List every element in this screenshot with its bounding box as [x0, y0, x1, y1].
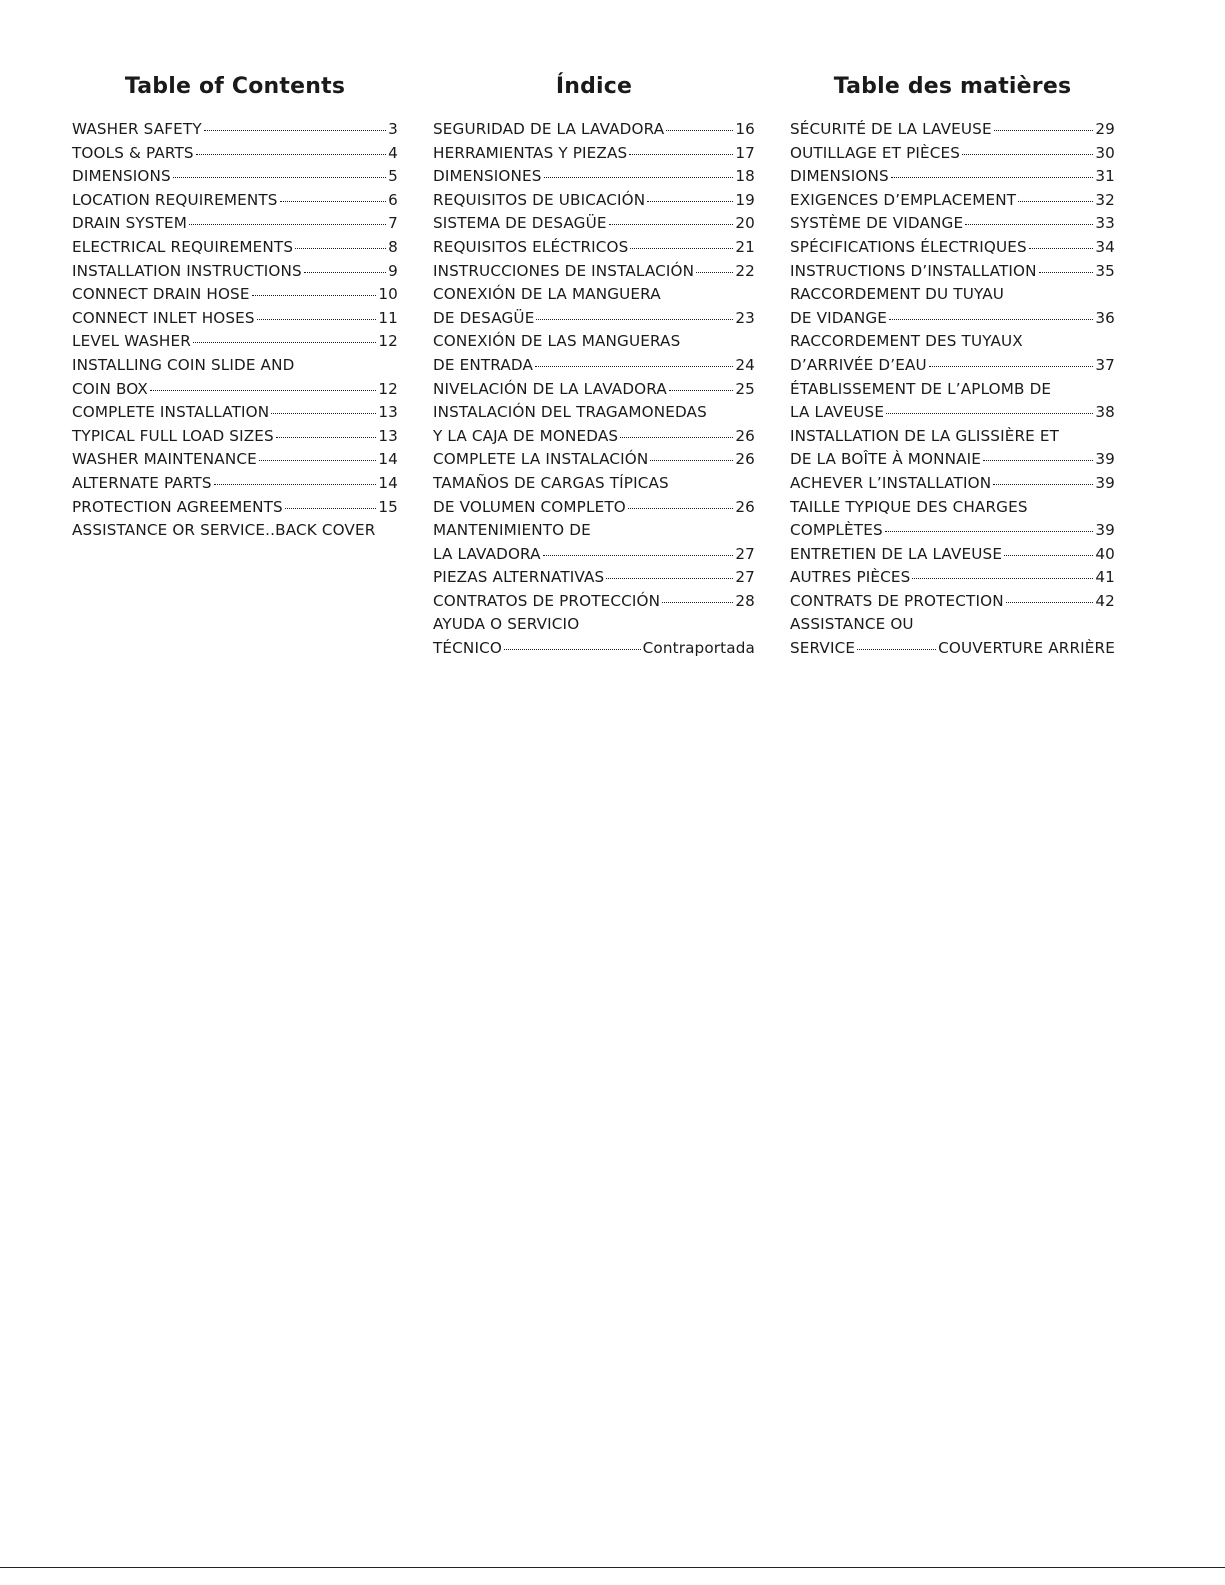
toc-entry [72, 519, 398, 543]
toc-entry-title: COMPLETE INSTALLATION [72, 403, 270, 422]
toc-entry-page: 29 [1095, 120, 1115, 138]
dot-leader [193, 341, 376, 343]
toc-entry [790, 260, 1115, 284]
toc-entry-title: DIMENSIONES [433, 167, 542, 186]
dot-leader [647, 200, 733, 202]
toc-entry-title: INSTALLING COIN SLIDE AND [72, 355, 295, 374]
toc-entry-title: WASHER SAFETY [72, 120, 202, 138]
toc-entry [790, 165, 1115, 189]
dot-leader [994, 129, 1094, 131]
dot-leader [276, 436, 377, 438]
dot-leader [696, 271, 733, 273]
toc-entry-page: 10 [378, 285, 398, 304]
toc-entry-title: TAILLE TYPIQUE DES CHARGES [790, 497, 1028, 516]
toc-entry-title: LOCATION REQUIREMENTS [72, 190, 278, 209]
toc-entry-title: LEVEL WASHER [72, 332, 191, 351]
toc-entry [790, 472, 1115, 496]
dot-leader [204, 129, 386, 131]
toc-entry [433, 142, 755, 166]
dot-leader [1004, 554, 1093, 556]
toc-entry-title: INSTALACIÓN DEL TRAGAMONEDAS [433, 403, 707, 422]
toc-entry-title: SERVICE [790, 639, 856, 658]
toc-entry-title: REQUISITOS DE UBICACIÓN [433, 190, 646, 209]
toc-entry-page: 21 [735, 237, 755, 256]
toc-entry-title: PROTECTION AGREEMENTS [72, 497, 283, 516]
toc-entry [790, 354, 1115, 378]
dot-leader [993, 483, 1093, 485]
toc-entry-title: ELECTRICAL REQUIREMENTS [72, 237, 294, 256]
toc-entry [72, 283, 398, 307]
dot-leader [295, 247, 386, 249]
toc-list-french [790, 118, 1115, 661]
toc-entry-page: 36 [1095, 308, 1115, 327]
toc-entry [790, 590, 1115, 614]
toc-entry-page: 32 [1095, 190, 1115, 209]
toc-entry [72, 330, 398, 354]
toc-entry [72, 142, 398, 166]
toc-entry-page: 11 [378, 308, 398, 327]
toc-entry-page: 5 [388, 167, 398, 186]
toc-entry-page: 12 [378, 332, 398, 351]
toc-entry-title: PIEZAS ALTERNATIVAS [433, 568, 605, 587]
toc-list-english [72, 118, 398, 543]
toc-entry [790, 212, 1115, 236]
toc-entry-page: 40 [1095, 544, 1115, 563]
dot-leader [629, 153, 733, 155]
toc-entry-title: INSTALLATION DE LA GLISSIÈRE ET [790, 426, 1060, 445]
toc-entry [790, 448, 1115, 472]
toc-entry-title: TOOLS & PARTS [72, 143, 194, 162]
toc-list-spanish [433, 118, 755, 661]
toc-entry-page: 39 [1095, 450, 1115, 469]
toc-entry-title: SÉCURITÉ DE LA LAVEUSE [790, 120, 992, 138]
toc-entry-title: DIMENSIONS [72, 167, 171, 186]
toc-entry-page: 13 [378, 426, 398, 445]
toc-entry-title: INSTALLATION INSTRUCTIONS [72, 261, 302, 280]
toc-entry-page: 39 [1095, 473, 1115, 492]
dot-leader [257, 318, 377, 320]
toc-entry-title: CONEXIÓN DE LAS MANGUERAS [433, 332, 681, 351]
toc-entry-title: OUTILLAGE ET PIÈCES [790, 143, 961, 162]
toc-entry [433, 637, 755, 661]
toc-entry-title: D’ARRIVÉE D’EAU [790, 355, 927, 374]
toc-entry [433, 590, 755, 614]
toc-entry-title: WASHER MAINTENANCE [72, 450, 257, 469]
toc-entry-title: CONNECT DRAIN HOSE [72, 285, 250, 304]
toc-entry-title: REQUISITOS ELÉCTRICOS [433, 237, 629, 256]
toc-entry-title: MANTENIMIENTO DE [433, 521, 591, 540]
toc-entry-title: EXIGENCES D’EMPLACEMENT [790, 190, 1017, 209]
toc-entry-page: 19 [735, 190, 755, 209]
toc-entry-title: RACCORDEMENT DU TUYAU [790, 285, 1005, 304]
dot-leader [650, 459, 733, 461]
toc-entry-page: 30 [1095, 143, 1115, 162]
dot-leader [965, 223, 1093, 225]
dot-leader [669, 389, 733, 391]
toc-entry [433, 613, 755, 637]
dot-leader [304, 271, 386, 273]
toc-entry-title: SISTEMA DE DESAGÜE [433, 214, 607, 233]
dot-leader [189, 223, 386, 225]
dot-leader [1018, 200, 1093, 202]
toc-entry-title: DIMENSIONS [790, 167, 889, 186]
dot-leader [630, 247, 733, 249]
toc-entry-page: 12 [378, 379, 398, 398]
dot-leader [666, 129, 733, 131]
dot-leader [912, 577, 1093, 579]
toc-entry [433, 260, 755, 284]
toc-entry [72, 236, 398, 260]
dot-leader [252, 294, 377, 296]
toc-entry [72, 448, 398, 472]
toc-entry [433, 236, 755, 260]
page-bottom-rule [0, 1567, 1225, 1568]
toc-entry-page: 41 [1095, 568, 1115, 587]
toc-entry-title: LA LAVADORA [433, 544, 541, 563]
toc-entry-page: 23 [735, 308, 755, 327]
toc-entry-page: Contraportada [642, 639, 755, 658]
toc-entry-page: 28 [735, 591, 755, 610]
toc-entry [790, 613, 1115, 637]
toc-entry [433, 472, 755, 496]
toc-entry-page: 9 [388, 261, 398, 280]
toc-entry [72, 118, 398, 142]
toc-entry [433, 496, 755, 520]
toc-entry [433, 189, 755, 213]
toc-entry [433, 212, 755, 236]
toc-entry-title: ÉTABLISSEMENT DE L’APLOMB DE [790, 379, 1052, 398]
toc-entry-page: 24 [735, 355, 755, 374]
toc-entry [433, 330, 755, 354]
toc-entry-title: CONTRATOS DE PROTECCIÓN [433, 591, 661, 610]
toc-entry [790, 307, 1115, 331]
toc-entry-title: NIVELACIÓN DE LA LAVADORA [433, 379, 667, 398]
dot-leader [285, 507, 377, 509]
dot-leader [173, 176, 386, 178]
toc-entry [72, 425, 398, 449]
dot-leader [606, 577, 733, 579]
toc-entry-title: DE ENTRADA [433, 355, 533, 374]
dot-leader [280, 200, 387, 202]
dot-leader [535, 365, 733, 367]
toc-entry-page: 14 [378, 473, 398, 492]
toc-entry [790, 378, 1115, 402]
dot-leader [271, 412, 376, 414]
dot-leader [662, 601, 733, 603]
toc-entry [790, 519, 1115, 543]
dot-leader [983, 459, 1093, 461]
dot-leader [150, 389, 376, 391]
toc-entry-page: 8 [388, 237, 398, 256]
toc-entry-title: SYSTÈME DE VIDANGE [790, 214, 964, 233]
dot-leader [544, 176, 734, 178]
toc-entry [790, 330, 1115, 354]
toc-entry-title: HERRAMIENTAS Y PIEZAS [433, 143, 628, 162]
toc-entry-page: 7 [388, 214, 398, 233]
toc-entry-title: TÉCNICO [433, 639, 502, 658]
dot-leader [196, 153, 386, 155]
toc-entry-page: 18 [735, 167, 755, 186]
toc-entry [790, 637, 1115, 661]
dot-leader [214, 483, 377, 485]
dot-leader [609, 223, 734, 225]
toc-title-english: Table of Contents [124, 74, 346, 99]
dot-leader [628, 507, 733, 509]
toc-entry-title: RACCORDEMENT DES TUYAUX [790, 332, 1023, 351]
dot-leader [504, 648, 641, 650]
toc-entry [72, 260, 398, 284]
toc-entry [72, 472, 398, 496]
toc-entry [433, 165, 755, 189]
toc-entry [790, 496, 1115, 520]
toc-entry [790, 401, 1115, 425]
toc-entry [72, 307, 398, 331]
toc-entry-title: INSTRUCCIONES DE INSTALACIÓN [433, 261, 695, 280]
dot-leader [889, 318, 1093, 320]
toc-entry [790, 236, 1115, 260]
toc-entry-page: 26 [735, 497, 755, 516]
toc-entry-page: 13 [378, 403, 398, 422]
toc-entry [790, 118, 1115, 142]
toc-entry-page: 34 [1095, 237, 1115, 256]
toc-entry-page: 42 [1095, 591, 1115, 610]
toc-entry-page: 17 [735, 143, 755, 162]
toc-entry-title: ENTRETIEN DE LA LAVEUSE [790, 544, 1003, 563]
toc-entry-title: ASSISTANCE OU [790, 615, 914, 634]
toc-entry-page: 38 [1095, 403, 1115, 422]
dot-leader [857, 648, 936, 650]
toc-entry [433, 283, 755, 307]
toc-entry [433, 118, 755, 142]
toc-entry [72, 496, 398, 520]
toc-entry-title: DE VIDANGE [790, 308, 888, 327]
toc-entry-title: ASSISTANCE OR SERVICE..BACK COVER [72, 521, 376, 540]
toc-entry [433, 307, 755, 331]
toc-entry-title: COIN BOX [72, 379, 148, 398]
toc-entry-page: 22 [735, 261, 755, 280]
toc-entry-title: DE VOLUMEN COMPLETO [433, 497, 626, 516]
toc-entry-page: 31 [1095, 167, 1115, 186]
toc-entry [790, 142, 1115, 166]
dot-leader [536, 318, 733, 320]
toc-entry [72, 189, 398, 213]
toc-entry [433, 401, 755, 425]
toc-entry-page: 20 [735, 214, 755, 233]
dot-leader [259, 459, 377, 461]
toc-entry [433, 354, 755, 378]
toc-entry [790, 543, 1115, 567]
toc-entry-title: ACHEVER L’INSTALLATION [790, 473, 992, 492]
toc-entry [790, 283, 1115, 307]
toc-entry-page: 27 [735, 544, 755, 563]
dot-leader [543, 554, 734, 556]
toc-entry [790, 425, 1115, 449]
toc-entry [72, 212, 398, 236]
toc-entry-page: 27 [735, 568, 755, 587]
toc-entry-title: Y LA CAJA DE MONEDAS [433, 426, 619, 445]
toc-entry-title: LA LAVEUSE [790, 403, 885, 422]
toc-entry-title: DE DESAGÜE [433, 308, 535, 327]
toc-entry-page: 14 [378, 450, 398, 469]
toc-entry-page: 26 [735, 450, 755, 469]
toc-entry-page: 26 [735, 426, 755, 445]
toc-entry [433, 448, 755, 472]
toc-entry [790, 566, 1115, 590]
dot-leader [886, 412, 1093, 414]
toc-entry-title: INSTRUCTIONS D’INSTALLATION [790, 261, 1037, 280]
toc-entry-page: 33 [1095, 214, 1115, 233]
toc-entry [433, 566, 755, 590]
toc-entry [72, 401, 398, 425]
toc-entry-title: COMPLÈTES [790, 521, 883, 540]
toc-entry [433, 378, 755, 402]
toc-entry [72, 354, 398, 378]
toc-entry-page: 6 [388, 190, 398, 209]
toc-entry-page: 16 [735, 120, 755, 138]
toc-entry-title: SPÉCIFICATIONS ÉLECTRIQUES [790, 237, 1027, 256]
toc-entry-title: AYUDA O SERVICIO [433, 615, 580, 634]
toc-entry-page: 4 [388, 143, 398, 162]
toc-entry-title: TYPICAL FULL LOAD SIZES [72, 426, 274, 445]
toc-entry-page: 25 [735, 379, 755, 398]
toc-entry-title: TAMAÑOS DE CARGAS TÍPICAS [433, 473, 669, 492]
toc-entry [72, 165, 398, 189]
toc-entry-page: 39 [1095, 521, 1115, 540]
toc-entry-title: DE LA BOÎTE À MONNAIE [790, 450, 982, 469]
toc-entry [72, 378, 398, 402]
toc-entry-title: DRAIN SYSTEM [72, 214, 188, 233]
toc-entry-title: CONNECT INLET HOSES [72, 308, 255, 327]
toc-entry-title: AUTRES PIÈCES [790, 568, 911, 587]
toc-entry-page: 15 [378, 497, 398, 516]
toc-entry-title: COMPLETE LA INSTALACIÓN [433, 450, 649, 469]
toc-entry [790, 189, 1115, 213]
toc-entry-page: 3 [388, 120, 398, 138]
toc-entry [433, 543, 755, 567]
dot-leader [620, 436, 733, 438]
toc-entry-title: ALTERNATE PARTS [72, 473, 212, 492]
toc-entry [433, 425, 755, 449]
dot-leader [962, 153, 1093, 155]
toc-title-french: Table des matières [833, 74, 1072, 99]
toc-title-spanish: Índice [555, 74, 633, 99]
toc-entry-title: CONEXIÓN DE LA MANGUERA [433, 285, 661, 304]
dot-leader [891, 176, 1094, 178]
dot-leader [1039, 271, 1094, 273]
toc-entry-page: 37 [1095, 355, 1115, 374]
dot-leader [1029, 247, 1094, 249]
toc-entry-title: SEGURIDAD DE LA LAVADORA [433, 120, 665, 138]
toc-entry-page: COUVERTURE ARRIÈRE [938, 639, 1115, 658]
toc-entry [433, 519, 755, 543]
dot-leader [885, 530, 1094, 532]
toc-entry-page: 35 [1095, 261, 1115, 280]
dot-leader [929, 365, 1094, 367]
dot-leader [1006, 601, 1094, 603]
toc-entry-title: CONTRATS DE PROTECTION [790, 591, 1004, 610]
